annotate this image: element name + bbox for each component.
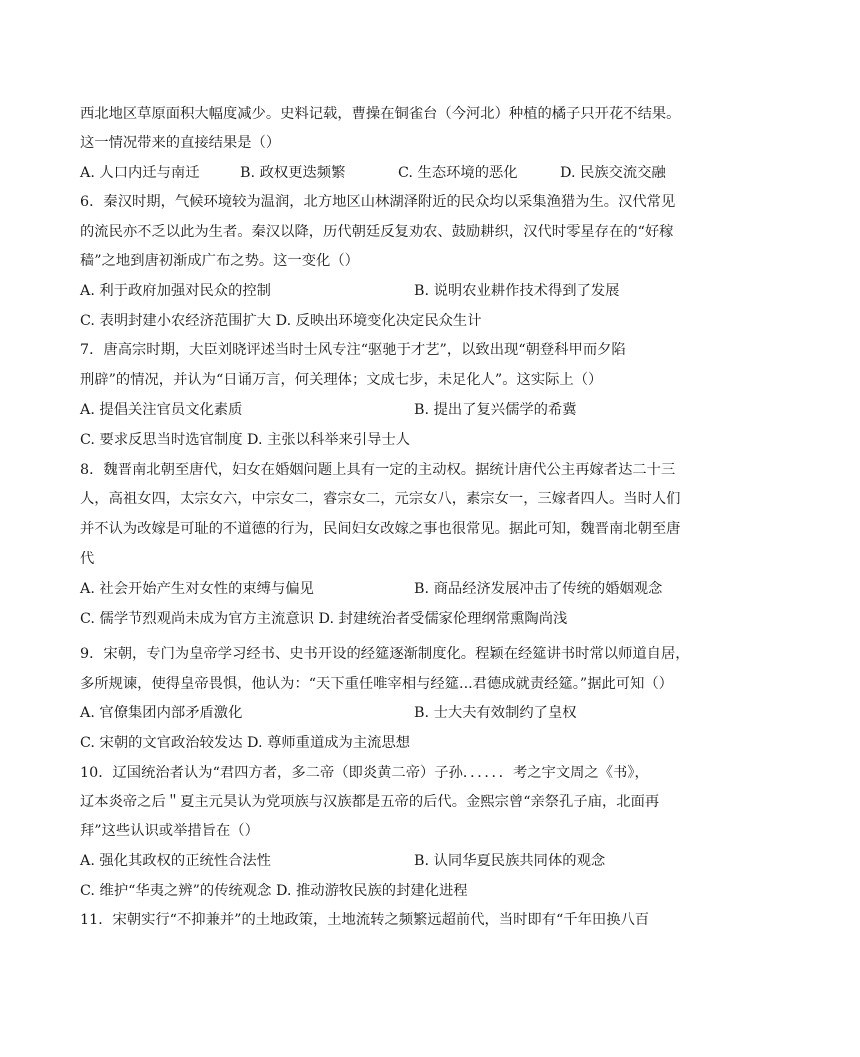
option-cd: C. 维护“华夷之辨”的传统观念 D. 推动游牧民族的封建化进程 (80, 883, 468, 899)
question-7: 7．唐高宗时期，大臣刘晓评述当时士风专注“驱驰于才艺”，以致出现“朝登科甲而夕陷 (80, 342, 626, 358)
text-line: 刑辟”的情况，并认为“日诵万言，何关理体；文成七步，未足化人”。这实际上（） (80, 372, 603, 388)
option-cd: C. 表明封建小农经济范围扩大 D. 反映出环境变化决定民众生计 (80, 313, 482, 329)
question-10: 10．辽国统治者认为“君四方者，多二帝（即炎黄二帝）子孙．．．．．．考之宇文周之《书》， (80, 765, 649, 781)
option-a: A. 社会开始产生对女性的束缚与偏见 (80, 581, 314, 597)
option-b: B. 认同华夏民族共同体的观念 (414, 853, 606, 869)
text-line: 辽本炎帝之后＂夏主元昊认为党项族与汉族都是五帝的后代。金熙宗曾“亲祭孔子庙，北面再 (80, 794, 660, 810)
option-b: B. 提出了复兴儒学的希冀 (414, 402, 577, 418)
question-9: 9．宋朝，专门为皇帝学习经书、史书开设的经筵逐渐制度化。程颖在经筵讲书时常以师道自居， (80, 646, 690, 662)
option-b: B. 说明农业耕作技术得到了发展 (414, 283, 620, 299)
option-a: A. 官僚集团内部矛盾激化 (80, 705, 243, 721)
option-b: B. 士大夫有效制约了皇权 (414, 705, 577, 721)
option-b: B. 商品经济发展冲击了传统的婚姻观念 (414, 581, 663, 597)
text-line: 穑”之地到唐初渐成广布之势。这一变化（） (80, 253, 359, 269)
text-line: 并不认为改嫁是可耻的不道德的行为，民间妇女改嫁之事也很常见。据此可知，魏晋南北朝至唐 (80, 521, 681, 537)
option-a: A. 利于政府加强对民众的控制 (80, 283, 271, 299)
option-cd: C. 要求反思当时选官制度 D. 主张以科举来引导士人 (80, 432, 411, 448)
text-line: 拜”这些认识或举措旨在（） (80, 823, 259, 839)
option-a: A. 强化其政权的正统性合法性 (80, 853, 271, 869)
option-cd: C. 宋朝的文官政治较发达 D. 尊师重道成为主流思想 (80, 735, 411, 751)
text-line: 多所规谏，使得皇帝畏惧，他认为：“天下重任唯宰相与经筵...君德成就责经筵。”据此可知（） (80, 676, 673, 692)
question-8: 8．魏晋南北朝至唐代，妇女在婚姻问题上具有一定的主动权。据统计唐代公主再嫁者达二十三 (80, 462, 676, 478)
option-d: D. 民族交流交融 (560, 165, 666, 181)
option-cd: C. 儒学节烈观尚未成为官方主流意识 D. 封建统治者受儒家伦理纲常熏陶尚浅 (80, 611, 568, 627)
option-a: A. 人口内迁与南迁 (80, 165, 200, 181)
text-line: 的流民亦不乏以此为生者。秦汉以降，历代朝廷反复劝农、鼓励耕织，汉代时零星存在的“好稼 (80, 224, 674, 240)
question-11: 11．宋朝实行“不抑兼并”的土地政策，土地流转之频繁远超前代，当时即有“千年田换八百 (80, 912, 650, 928)
text-line: 西北地区草原面积大幅度减少。史料记载，曹操在铜雀台（今河北）种植的橘子只开花不结果。 (80, 106, 681, 122)
option-a: A. 提倡关注官员文化素质 (80, 402, 243, 418)
text-line: 人，高祖女四，太宗女六，中宗女二，睿宗女二，元宗女八，素宗女一，三嫁者四人。当时人们 (80, 491, 681, 507)
text-line: 代 (80, 551, 95, 567)
text-line: 这一情况带来的直接结果是（） (80, 135, 281, 151)
option-b: B. 政权更迭频繁 (240, 165, 346, 181)
question-6: 6．秦汉时期，气候环境较为温润，北方地区山林湖泽附近的民众均以采集渔猎为生。汉代常见 (80, 194, 676, 210)
option-c: C. 生态环境的恶化 (398, 165, 518, 181)
